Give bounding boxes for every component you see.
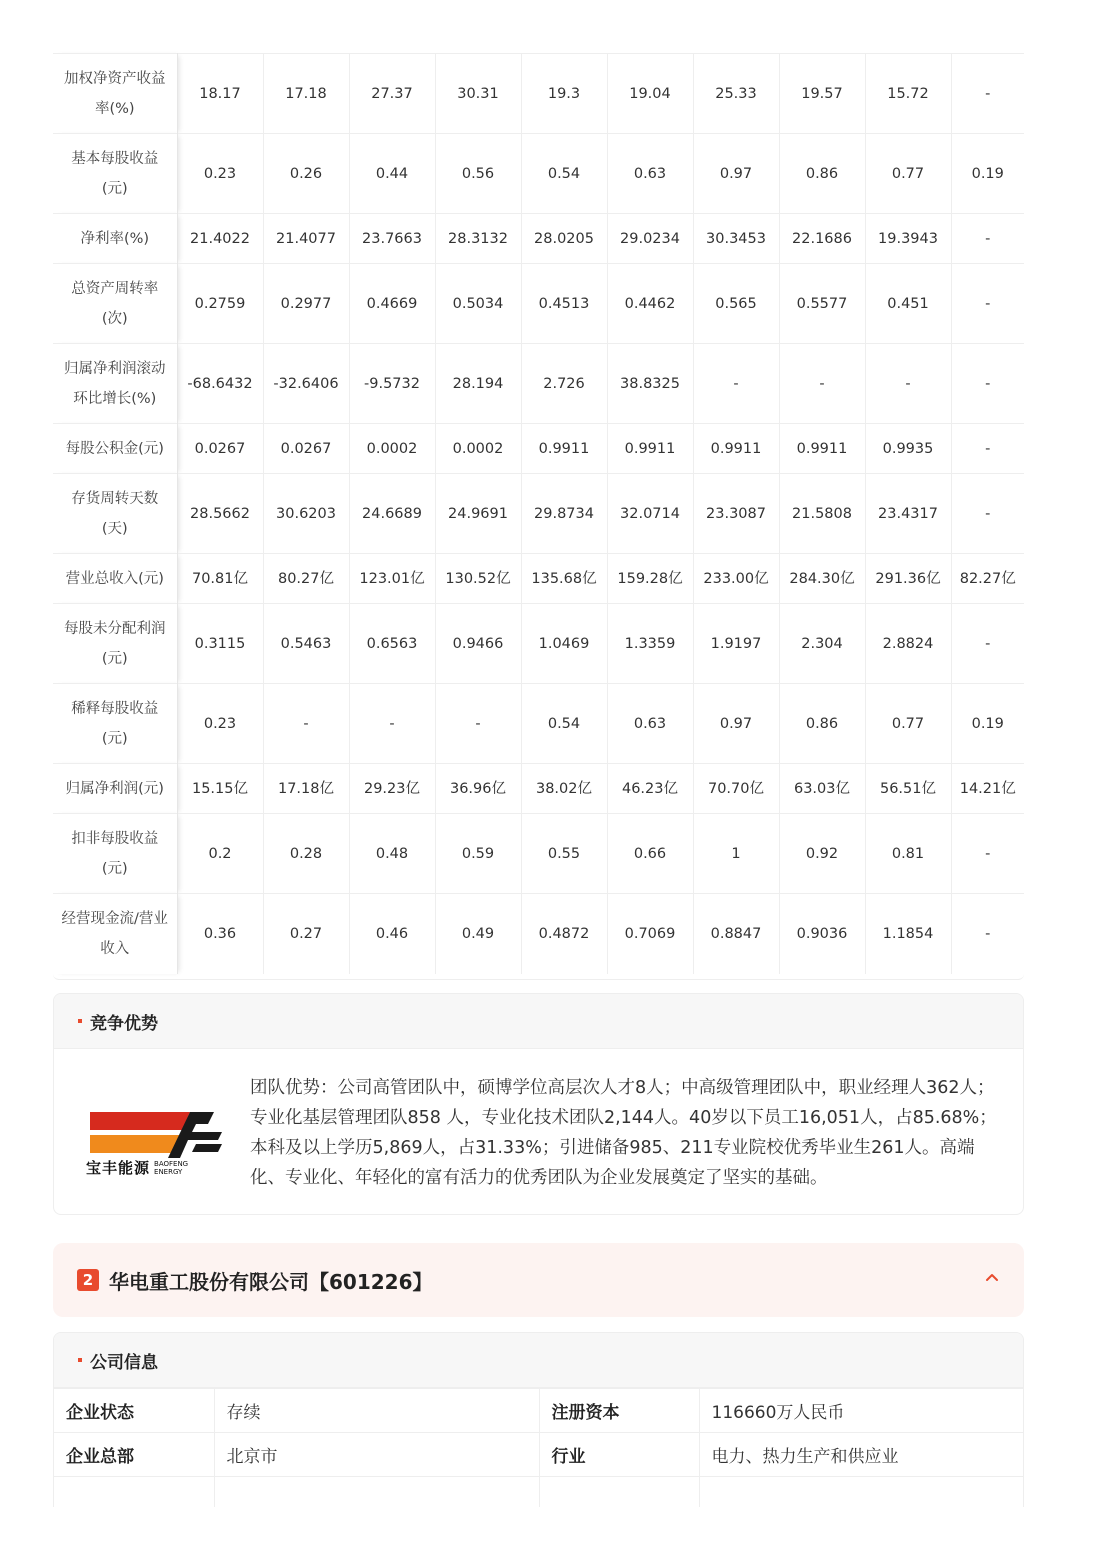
metrics-grid (53, 53, 1024, 974)
metric-value: 0.2759 (177, 264, 263, 344)
metric-value: 135.68亿 (521, 554, 607, 604)
metric-label: 存货周转天数(天) (53, 474, 177, 554)
metric-value: 0.3115 (177, 604, 263, 684)
bullet-icon (78, 1019, 82, 1023)
metric-value: 0.9911 (521, 424, 607, 474)
info-cell-empty (54, 1477, 214, 1507)
metric-value: - (951, 54, 1024, 134)
info-cell-empty (539, 1477, 699, 1507)
info-row (54, 1389, 1024, 1433)
info-cell-empty (214, 1477, 539, 1507)
section-header (54, 994, 1023, 1049)
metric-value: 36.96亿 (435, 764, 521, 814)
metric-value: 0.451 (865, 264, 951, 344)
company-info-table (54, 1388, 1024, 1507)
metric-value: 0.9466 (435, 604, 521, 684)
metric-label: 每股公积金(元) (53, 424, 177, 474)
metric-value: 0.9911 (607, 424, 693, 474)
metric-value: 63.03亿 (779, 764, 865, 814)
metric-value: 0.5577 (779, 264, 865, 344)
metric-value: 0.86 (779, 684, 865, 764)
metric-value: 2.8824 (865, 604, 951, 684)
metric-label: 每股未分配利润(元) (53, 604, 177, 684)
metric-value: 29.23亿 (349, 764, 435, 814)
metric-value: 24.9691 (435, 474, 521, 554)
metric-value: 0.19 (951, 684, 1024, 764)
metric-value: 70.70亿 (693, 764, 779, 814)
metric-value: 0.19 (951, 134, 1024, 214)
metric-value: 130.52亿 (435, 554, 521, 604)
baofeng-energy-logo (86, 1088, 226, 1178)
metric-value: - (951, 894, 1024, 974)
metric-value: 0.6563 (349, 604, 435, 684)
metric-value: 0.63 (607, 684, 693, 764)
metric-value: 21.4077 (263, 214, 349, 264)
metric-value: 0.66 (607, 814, 693, 894)
metric-value: 0.97 (693, 684, 779, 764)
metric-value: 23.3087 (693, 474, 779, 554)
info-key: 注册资本 (539, 1389, 699, 1433)
metric-value: 0.5034 (435, 264, 521, 344)
metric-label: 基本每股收益(元) (53, 134, 177, 214)
metric-value: 0.9911 (779, 424, 865, 474)
metric-row (53, 264, 1024, 344)
metric-value: 22.1686 (779, 214, 865, 264)
metric-value: - (263, 684, 349, 764)
metric-value: 0.4462 (607, 264, 693, 344)
metric-value: 1 (693, 814, 779, 894)
metric-row (53, 344, 1024, 424)
rank-badge: 2 (77, 1269, 99, 1291)
section-header (54, 1333, 1023, 1388)
metric-value: -68.6432 (177, 344, 263, 424)
metric-value: 0.46 (349, 894, 435, 974)
metric-value: - (951, 474, 1024, 554)
metric-label: 归属净利润滚动环比增长(%) (53, 344, 177, 424)
metric-value: 0.0002 (435, 424, 521, 474)
metric-row (53, 684, 1024, 764)
info-key: 行业 (539, 1433, 699, 1477)
metric-value: 1.3359 (607, 604, 693, 684)
metric-value: 28.0205 (521, 214, 607, 264)
metric-value: - (951, 264, 1024, 344)
metric-row (53, 604, 1024, 684)
metric-label: 营业总收入(元) (53, 554, 177, 604)
metric-value: 29.0234 (607, 214, 693, 264)
metric-value: 0.0002 (349, 424, 435, 474)
metric-value: 29.8734 (521, 474, 607, 554)
metric-value: 19.04 (607, 54, 693, 134)
metric-label: 总资产周转率(次) (53, 264, 177, 344)
metric-label: 净利率(%) (53, 214, 177, 264)
metric-value: 17.18 (263, 54, 349, 134)
metric-value: 30.31 (435, 54, 521, 134)
metric-value: 23.4317 (865, 474, 951, 554)
metric-value: 19.3943 (865, 214, 951, 264)
metric-value: 28.194 (435, 344, 521, 424)
metric-value: 0.26 (263, 134, 349, 214)
metric-value: 15.72 (865, 54, 951, 134)
metric-value: 80.27亿 (263, 554, 349, 604)
logo-cn-text: 宝丰能源 (86, 1159, 151, 1177)
metric-value: 1.9197 (693, 604, 779, 684)
company-info-card (53, 1332, 1024, 1507)
metric-value: 0.97 (693, 134, 779, 214)
metric-value: 123.01亿 (349, 554, 435, 604)
metric-value: 2.304 (779, 604, 865, 684)
metric-value: 0.4872 (521, 894, 607, 974)
metric-value: 15.15亿 (177, 764, 263, 814)
metric-value: 0.54 (521, 684, 607, 764)
info-cell-empty (699, 1477, 1024, 1507)
metric-value: - (435, 684, 521, 764)
metric-value: 23.7663 (349, 214, 435, 264)
info-row (54, 1433, 1024, 1477)
metric-value: 38.02亿 (521, 764, 607, 814)
metric-value: 14.21亿 (951, 764, 1024, 814)
company-name: 华电重工股份有限公司【601226】 (109, 1269, 433, 1294)
chevron-up-icon[interactable] (984, 1269, 1000, 1285)
metric-value: 233.00亿 (693, 554, 779, 604)
metric-value: 0.44 (349, 134, 435, 214)
metric-value: 0.36 (177, 894, 263, 974)
metric-value: 46.23亿 (607, 764, 693, 814)
metric-value: 0.49 (435, 894, 521, 974)
metric-label: 归属净利润(元) (53, 764, 177, 814)
metric-label: 扣非每股收益(元) (53, 814, 177, 894)
metric-value: 0.54 (521, 134, 607, 214)
metric-value: 0.2 (177, 814, 263, 894)
competitive-advantage-card (53, 993, 1024, 1215)
metric-label: 加权净资产收益率(%) (53, 54, 177, 134)
advantage-body (54, 1049, 1023, 1215)
metric-value: 18.17 (177, 54, 263, 134)
advantage-description: 团队优势：公司高管团队中，硕博学位高层次人才8人；中高级管理团队中，职业经理人362人；专业化基层管理团队858 人，专业化技术团队2,144人。40岁以下员工16,051人，占85.68%；本科及以上学历5,869人，占31.33%；引进储备985、211专业院校优秀毕业生261人。高端化、专业化、年轻化的富有活力的优秀团队为企业发展奠定了坚实的基础。 (250, 1078, 997, 1188)
info-value: 116660万人民币 (699, 1389, 1024, 1433)
metric-value: 27.37 (349, 54, 435, 134)
metric-value: 28.5662 (177, 474, 263, 554)
metric-value: 82.27亿 (951, 554, 1024, 604)
metric-value: 70.81亿 (177, 554, 263, 604)
metric-value: 0.56 (435, 134, 521, 214)
info-value: 电力、热力生产和供应业 (699, 1433, 1024, 1477)
metric-row (53, 764, 1024, 814)
metric-value: 28.3132 (435, 214, 521, 264)
metric-row (53, 554, 1024, 604)
metric-row (53, 54, 1024, 134)
info-value: 北京市 (214, 1433, 539, 1477)
bullet-icon (78, 1358, 82, 1362)
metric-row (53, 214, 1024, 264)
logo-en-text-1: BAOFENG (154, 1159, 189, 1168)
metric-value: 0.77 (865, 134, 951, 214)
metric-value: 0.48 (349, 814, 435, 894)
metric-label: 经营现金流/营业收入 (53, 894, 177, 974)
metric-value: 2.726 (521, 344, 607, 424)
metric-value: 0.28 (263, 814, 349, 894)
metric-value: - (349, 684, 435, 764)
metric-value: - (693, 344, 779, 424)
metric-value: 0.565 (693, 264, 779, 344)
info-key: 企业状态 (54, 1389, 214, 1433)
metric-value: 38.8325 (607, 344, 693, 424)
metric-value: - (865, 344, 951, 424)
metric-value: - (779, 344, 865, 424)
metric-value: 0.77 (865, 684, 951, 764)
metric-label: 稀释每股收益(元) (53, 684, 177, 764)
metric-value: 0.0267 (263, 424, 349, 474)
metric-value: 0.86 (779, 134, 865, 214)
metric-value: 0.7069 (607, 894, 693, 974)
metric-value: 0.9911 (693, 424, 779, 474)
metric-value: 32.0714 (607, 474, 693, 554)
metric-value: - (951, 344, 1024, 424)
metric-value: -9.5732 (349, 344, 435, 424)
metric-value: - (951, 814, 1024, 894)
metric-value: 1.0469 (521, 604, 607, 684)
metric-value: 0.4669 (349, 264, 435, 344)
metric-value: 19.3 (521, 54, 607, 134)
metric-value: - (951, 214, 1024, 264)
metric-value: 159.28亿 (607, 554, 693, 604)
metric-value: 0.9036 (779, 894, 865, 974)
metric-value: 0.59 (435, 814, 521, 894)
metric-row (53, 474, 1024, 554)
metric-row (53, 814, 1024, 894)
metric-row (53, 134, 1024, 214)
metric-value: 30.6203 (263, 474, 349, 554)
metric-value: 30.3453 (693, 214, 779, 264)
metric-value: 0.27 (263, 894, 349, 974)
info-value: 存续 (214, 1389, 539, 1433)
metric-value: 0.9935 (865, 424, 951, 474)
metric-value: 0.0267 (177, 424, 263, 474)
metric-value: 17.18亿 (263, 764, 349, 814)
metric-value: - (951, 604, 1024, 684)
metric-value: 19.57 (779, 54, 865, 134)
section-title: 公司信息 (90, 1352, 158, 1373)
logo-en-text-2: ENERGY (154, 1167, 183, 1176)
metric-value: 0.23 (177, 684, 263, 764)
metric-value: 284.30亿 (779, 554, 865, 604)
metric-value: 0.55 (521, 814, 607, 894)
metric-value: 0.4513 (521, 264, 607, 344)
metric-value: 21.4022 (177, 214, 263, 264)
metric-value: 56.51亿 (865, 764, 951, 814)
metric-value: 0.63 (607, 134, 693, 214)
metric-value: 0.23 (177, 134, 263, 214)
info-key: 企业总部 (54, 1433, 214, 1477)
company-header-collapsible[interactable] (53, 1243, 1024, 1317)
metric-value: 0.2977 (263, 264, 349, 344)
metric-value: 291.36亿 (865, 554, 951, 604)
metric-value: 1.1854 (865, 894, 951, 974)
financial-metrics-table (53, 53, 1024, 980)
metric-value: 0.5463 (263, 604, 349, 684)
info-row-empty (54, 1477, 1024, 1507)
metric-value: 25.33 (693, 54, 779, 134)
metric-value: 0.81 (865, 814, 951, 894)
metric-row (53, 424, 1024, 474)
metric-value: -32.6406 (263, 344, 349, 424)
metric-value: 21.5808 (779, 474, 865, 554)
metric-value: 24.6689 (349, 474, 435, 554)
metric-value: 0.8847 (693, 894, 779, 974)
metric-row (53, 894, 1024, 974)
metric-value: - (951, 424, 1024, 474)
metric-value: 0.92 (779, 814, 865, 894)
section-title: 竞争优势 (90, 1013, 158, 1034)
